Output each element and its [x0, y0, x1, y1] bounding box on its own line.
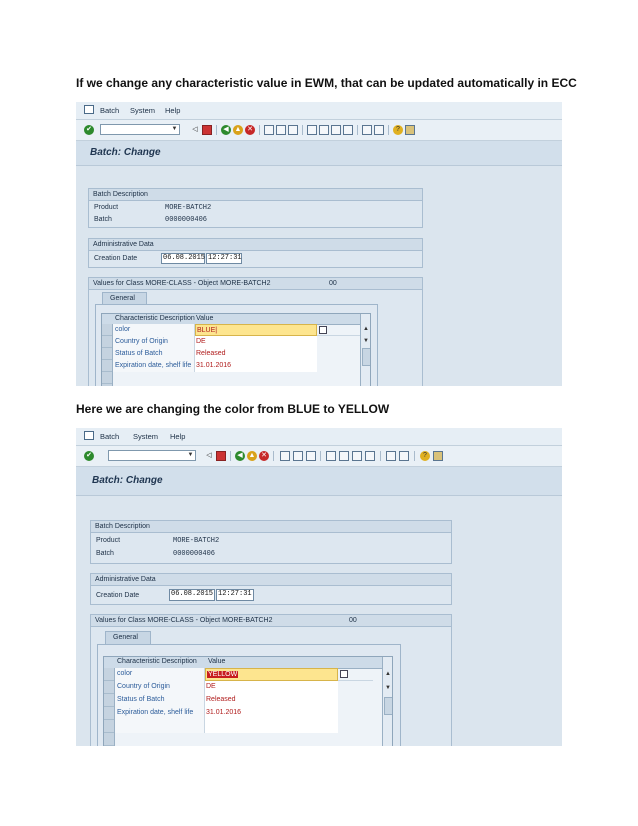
caption-1: If we change any characteristic value in EWM, that can be updated automatically in ECC: [76, 76, 577, 90]
cancel-icon[interactable]: ✕: [259, 451, 269, 461]
creation-date-label: Creation Date: [94, 255, 138, 262]
scroll-thumb[interactable]: [384, 697, 393, 715]
command-field[interactable]: [108, 450, 196, 461]
creation-date-label: Creation Date: [96, 592, 140, 599]
cell-value-selected[interactable]: [205, 668, 338, 681]
shortcut-icon[interactable]: [374, 125, 384, 135]
chevron-down-icon[interactable]: ▼: [187, 452, 194, 458]
cancel-icon[interactable]: ✕: [245, 125, 255, 135]
table-row[interactable]: [115, 720, 338, 733]
group-header: [91, 574, 451, 586]
cell-value[interactable]: Released: [205, 694, 338, 707]
tab-general-label: General: [110, 295, 135, 302]
scroll-down-icon[interactable]: ▼: [385, 685, 391, 691]
command-field[interactable]: [100, 124, 180, 135]
creation-time-field[interactable]: 12:27:31: [208, 254, 242, 262]
row-selector[interactable]: [104, 733, 114, 746]
table-row[interactable]: [113, 360, 317, 372]
row-selector[interactable]: [104, 720, 114, 733]
new-window-icon[interactable]: [386, 451, 396, 461]
sep: [273, 451, 274, 461]
row-selector[interactable]: [104, 694, 114, 707]
menu-bar: [76, 428, 562, 446]
group-header: [91, 521, 451, 533]
value-help-icon[interactable]: [340, 670, 348, 678]
help-icon[interactable]: ?: [420, 451, 430, 461]
cell-description: color: [113, 324, 195, 336]
save-icon[interactable]: [202, 125, 212, 135]
find-next-icon[interactable]: [288, 125, 298, 135]
row-selector[interactable]: [104, 707, 114, 720]
cell-value[interactable]: Released: [195, 348, 317, 360]
value-help-icon[interactable]: [319, 326, 327, 334]
table-row[interactable]: [113, 336, 317, 348]
sep: [302, 125, 303, 135]
group-title: Administrative Data: [93, 241, 154, 248]
batch-label: Batch: [94, 216, 112, 223]
cell-description: Country of Origin: [115, 681, 205, 694]
group-title: Batch Description: [93, 191, 148, 198]
creation-date-field[interactable]: 06.08.2015: [163, 254, 206, 262]
batch-value: 0000000406: [173, 550, 216, 558]
print-icon[interactable]: [280, 451, 290, 461]
scroll-up-icon[interactable]: ▲: [363, 326, 369, 332]
sep: [388, 125, 389, 135]
sep: [414, 451, 415, 461]
cell-value[interactable]: DE: [195, 336, 317, 348]
page-title: Batch: Change: [92, 475, 163, 486]
product-label: Product: [94, 204, 119, 211]
column-header-description[interactable]: Characteristic Description: [117, 658, 197, 665]
values-class-group: [90, 614, 452, 746]
characteristics-table: [103, 656, 393, 746]
table-row[interactable]: [115, 707, 338, 720]
layout-icon[interactable]: [405, 125, 415, 135]
cell-description: [115, 720, 205, 733]
shortcut-icon[interactable]: [399, 451, 409, 461]
row-selector[interactable]: [102, 372, 112, 384]
prev-page-icon[interactable]: [339, 451, 349, 461]
back-icon[interactable]: ◁: [206, 452, 212, 459]
tab-panel: [97, 644, 401, 746]
check-icon[interactable]: ✔: [84, 125, 94, 135]
sap-screenshot-2: [76, 428, 562, 746]
sep: [230, 451, 231, 461]
creation-time-field[interactable]: 12:27:31: [216, 589, 254, 601]
group-title: Values for Class MORE-CLASS - Object MORE-BATCH2: [93, 280, 271, 287]
menu-help[interactable]: Help: [170, 432, 186, 441]
cell-description: Expiration date, shelf life: [113, 360, 195, 372]
cell-description: Status of Batch: [115, 694, 205, 707]
sep: [259, 125, 260, 135]
cell-value[interactable]: 31.01.2016: [205, 707, 338, 720]
exit-icon[interactable]: ▲: [234, 126, 242, 133]
group-header: [89, 239, 422, 251]
tab-general[interactable]: [102, 292, 147, 304]
column-header-description[interactable]: Characteristic Description: [115, 315, 195, 322]
exit-icon[interactable]: ▲: [248, 452, 256, 459]
group-header: [89, 189, 422, 201]
table-row[interactable]: [115, 681, 338, 694]
column-header-value[interactable]: Value: [208, 658, 226, 665]
cell-value[interactable]: [205, 720, 338, 733]
menu-system[interactable]: System: [130, 106, 156, 115]
tab-general[interactable]: [105, 631, 151, 644]
next-page-icon[interactable]: [331, 125, 341, 135]
cell-value[interactable]: DE: [205, 681, 338, 694]
creation-date-field[interactable]: 06.08.2015: [169, 589, 215, 601]
product-value: MORE-BATCH2: [165, 204, 212, 212]
back-green-icon[interactable]: ◀: [221, 125, 231, 135]
row-selector[interactable]: [102, 324, 112, 336]
scroll-thumb[interactable]: [362, 348, 371, 366]
product-value: MORE-BATCH2: [173, 537, 220, 545]
sep: [216, 125, 217, 135]
cell-description: Expiration date, shelf life: [115, 707, 205, 720]
group-header: [89, 278, 422, 290]
standard-toolbar: [76, 446, 562, 467]
print-icon[interactable]: [264, 125, 274, 135]
column-header-value[interactable]: Value: [196, 315, 214, 322]
row-selector[interactable]: [104, 681, 114, 694]
caption-2: Here we are changing the color from BLUE to YELLOW: [76, 402, 390, 416]
menu-icon[interactable]: [84, 105, 94, 114]
group-code: 00: [349, 617, 357, 624]
check-icon[interactable]: ✔: [84, 451, 94, 461]
new-window-icon[interactable]: [362, 125, 372, 135]
row-selector[interactable]: [102, 360, 112, 372]
find-icon[interactable]: [276, 125, 286, 135]
group-code: 00: [329, 280, 337, 287]
sep: [357, 125, 358, 135]
batch-description-group: [90, 520, 452, 564]
cell-description: Status of Batch: [113, 348, 195, 360]
last-page-icon[interactable]: [343, 125, 353, 135]
menu-icon[interactable]: [84, 431, 94, 440]
group-header: [91, 615, 451, 627]
group-title: Administrative Data: [95, 576, 156, 583]
back-icon[interactable]: ◁: [192, 126, 198, 133]
menu-batch[interactable]: Batch: [100, 106, 120, 115]
cell-value[interactable]: 31.01.2016: [195, 360, 317, 372]
chevron-down-icon[interactable]: ▼: [171, 126, 178, 132]
cell-value-text[interactable]: YELLOW: [208, 671, 238, 678]
batch-description-group: [88, 188, 423, 228]
table-row[interactable]: [115, 694, 338, 707]
table-row[interactable]: [113, 324, 361, 336]
back-green-icon[interactable]: ◀: [235, 451, 245, 461]
vertical-scrollbar[interactable]: [360, 314, 371, 386]
menu-help[interactable]: Help: [165, 106, 181, 115]
first-page-icon[interactable]: [307, 125, 317, 135]
tab-panel: [95, 304, 378, 386]
cell-description: color: [115, 668, 205, 681]
scroll-down-icon[interactable]: ▼: [363, 338, 369, 344]
admin-data-group: [90, 573, 452, 605]
find-next-icon[interactable]: [306, 451, 316, 461]
standard-toolbar: [76, 120, 562, 141]
characteristics-table: [101, 313, 371, 386]
row-selector[interactable]: [102, 336, 112, 348]
last-page-icon[interactable]: [365, 451, 375, 461]
find-icon[interactable]: [293, 451, 303, 461]
first-page-icon[interactable]: [326, 451, 336, 461]
cell-value-text[interactable]: BLUE: [197, 327, 216, 334]
menu-system[interactable]: System: [133, 432, 159, 441]
prev-page-icon[interactable]: [319, 125, 329, 135]
menu-bar: [76, 102, 562, 120]
group-title: Batch Description: [95, 523, 150, 530]
menu-batch[interactable]: Batch: [100, 432, 120, 441]
batch-value: 0000000406: [165, 216, 208, 224]
save-icon[interactable]: [216, 451, 226, 461]
table-row[interactable]: [113, 348, 317, 360]
row-selector[interactable]: [104, 668, 114, 681]
title-bar: [76, 467, 562, 496]
page-title: Batch: Change: [90, 147, 161, 158]
sep: [380, 451, 381, 461]
cell-value-selected[interactable]: BLUE|: [195, 324, 317, 336]
title-bar: [76, 141, 562, 166]
cell-description: Country of Origin: [113, 336, 195, 348]
scroll-up-icon[interactable]: ▲: [385, 671, 391, 677]
row-selector[interactable]: [102, 348, 112, 360]
layout-icon[interactable]: [433, 451, 443, 461]
next-page-icon[interactable]: [352, 451, 362, 461]
admin-data-group: [88, 238, 423, 268]
tab-general-label: General: [113, 634, 138, 641]
group-title: Values for Class MORE-CLASS - Object MORE-BATCH2: [95, 617, 273, 624]
sap-screenshot-1: [76, 102, 562, 386]
sep: [320, 451, 321, 461]
product-label: Product: [96, 537, 121, 544]
values-class-group: [88, 277, 423, 386]
table-row[interactable]: [115, 668, 373, 681]
batch-label: Batch: [96, 550, 114, 557]
help-icon[interactable]: ?: [393, 125, 403, 135]
vertical-scrollbar[interactable]: [382, 657, 393, 746]
